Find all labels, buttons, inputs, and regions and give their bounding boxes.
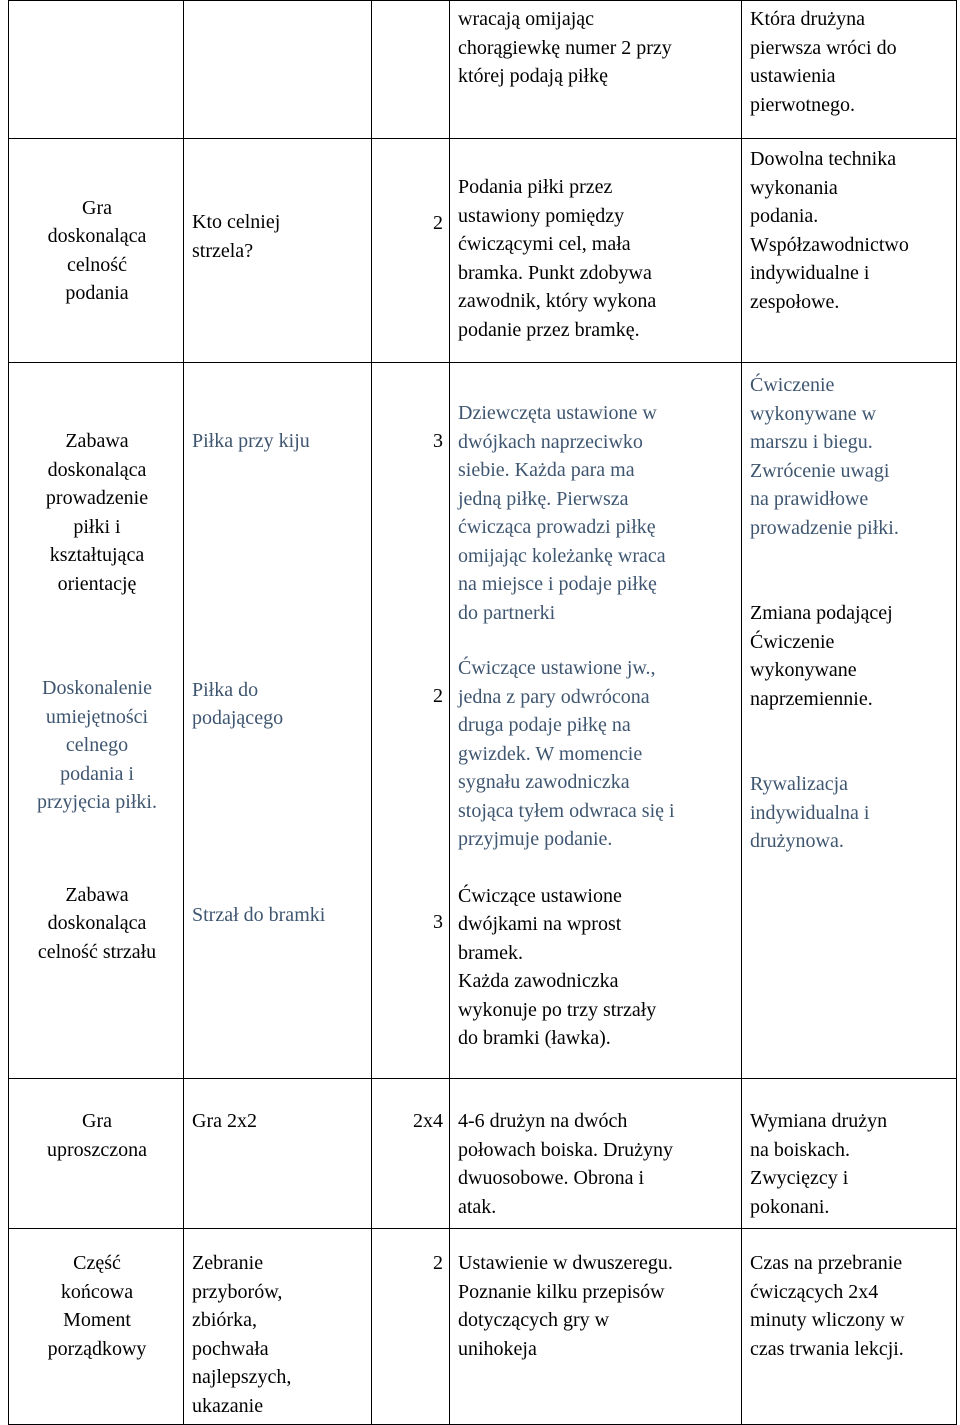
cell-part — [9, 1, 184, 139]
cell-notes — [742, 1, 957, 139]
cell-part — [9, 363, 184, 1079]
cell-text: 2 — [433, 1252, 443, 1274]
cell-text: 4-6 drużyn na dwóch połowach boiska. Drużyny dwuosobowe. Obrona i atak. — [458, 1110, 673, 1218]
cell-text: Zabawa doskonaląca celność strzału — [37, 883, 157, 963]
table-row — [9, 1229, 957, 1425]
cell-notes — [742, 139, 957, 363]
cell-notes — [742, 1229, 957, 1425]
cell-text: Ćwiczące ustawione dwójkami na wprost bramek. Każda zawodniczka wykonuje po trzy strzały do bramki (ławka). — [458, 884, 657, 1049]
cell-text: 3 — [433, 430, 443, 452]
cell-text: Gra doskonaląca celność podania — [47, 196, 147, 304]
cell-description — [450, 1079, 742, 1229]
cell-activity — [184, 363, 372, 1079]
cell-text: Strzał do bramki — [192, 903, 326, 926]
cell-text: Ćwiczące ustawione jw., jedna z pary odwrócona druga podaje piłkę na gwizdek. W momencie sygnału zawodniczka stojąca tyłem odwraca się i przyjmuje podanie. — [458, 657, 675, 850]
cell-text: Kto celniej strzela? — [192, 211, 281, 262]
cell-text: wracają omijając chorągiewkę numer 2 przy której podają piłkę — [458, 8, 672, 87]
cell-text: Piłka do podającego — [192, 678, 284, 729]
cell-activity — [184, 1229, 372, 1425]
table-row — [9, 1079, 957, 1229]
cell-text: Ćwiczenie wykonywane w marszu i biegu. Zwrócenie uwagi na prawidłowe prowadzenie piłki. — [750, 374, 899, 539]
table-row — [9, 363, 957, 1079]
cell-text: Dziewczęta ustawione w dwójkach naprzeciwko siebie. Każda para ma jedną piłkę. Pierwsza ćwicząca prowadzi piłkę omijając koleżankę wraca na miejsce i podaje piłkę do partnerki — [458, 402, 666, 624]
cell-description — [450, 1229, 742, 1425]
cell-text: Rywalizacja indywidualna i drużynowa. — [750, 773, 870, 852]
cell-activity — [184, 1, 372, 139]
cell-text: Ustawienie w dwuszeregu. Poznanie kilku przepisów dotyczących gry w unihokeja — [458, 1252, 673, 1360]
cell-text: 2 — [433, 684, 443, 707]
cell-text: 2 — [433, 211, 443, 234]
cell-text: Która drużyna pierwsza wróci do ustawienia pierwotnego. — [750, 8, 897, 116]
cell-part — [9, 139, 184, 363]
cell-text: Gra 2x2 — [192, 1110, 257, 1132]
cell-text: Wymiana drużyn na boiskach. Zwycięzcy i pokonani. — [750, 1110, 888, 1218]
cell-part — [9, 1079, 184, 1229]
cell-text: Zabawa doskonaląca prowadzenie piłki i kształtująca orientację — [45, 430, 149, 595]
cell-time — [372, 139, 450, 363]
cell-notes — [742, 1079, 957, 1229]
cell-text: Zebranie przyborów, zbiórka, pochwała najlepszych, ukazanie — [192, 1252, 292, 1417]
cell-text: Gra uproszczona — [47, 1110, 147, 1161]
cell-text: Zmiana podającej Ćwiczenie wykonywane naprzemiennie. — [750, 602, 893, 710]
table-row — [9, 1, 957, 139]
cell-time — [372, 363, 450, 1079]
cell-description — [450, 139, 742, 363]
cell-description — [450, 1, 742, 139]
lesson-plan-table — [8, 0, 957, 1425]
cell-text: Czas na przebranie ćwiczących 2x4 minuty wliczony w czas trwania lekcji. — [750, 1252, 905, 1360]
cell-notes — [742, 363, 957, 1079]
cell-text: Doskonalenie umiejętności celnego podania i przyjęcia piłki. — [37, 677, 157, 813]
cell-text: Dowolna technika wykonania podania. Współzawodnictwo indywidualne i zespołowe. — [750, 148, 909, 313]
cell-text: Część końcowa Moment porządkowy — [47, 1252, 147, 1360]
cell-description — [450, 363, 742, 1079]
cell-time — [372, 1079, 450, 1229]
cell-activity — [184, 139, 372, 363]
cell-text: 2x4 — [413, 1110, 443, 1132]
cell-text: 3 — [433, 911, 443, 933]
cell-part — [9, 1229, 184, 1425]
cell-text: Podania piłki przez ustawiony pomiędzy ćwiczącymi cel, mała bramka. Punkt zdobywa zawodnik, który wykona podanie przez bramkę. — [458, 176, 657, 341]
table-row — [9, 139, 957, 363]
cell-time — [372, 1, 450, 139]
cell-activity — [184, 1079, 372, 1229]
cell-time — [372, 1229, 450, 1425]
cell-text: Piłka przy kiju — [192, 430, 310, 452]
